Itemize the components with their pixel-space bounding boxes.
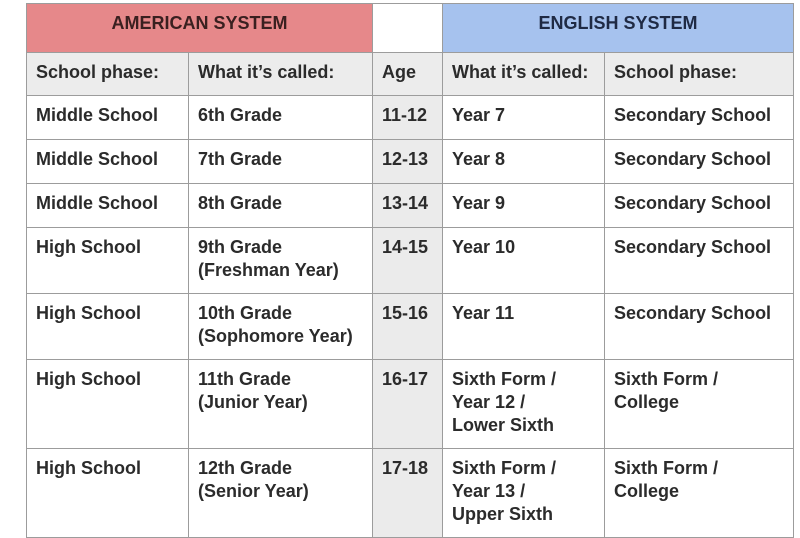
table-row — [27, 184, 794, 228]
col-age-header: Age — [373, 53, 443, 96]
uk-phase-cell: Secondary School — [605, 228, 794, 294]
us-phase-cell: High School — [27, 294, 189, 360]
uk-phase-cell: Secondary School — [605, 294, 794, 360]
col-uk-phase-header: School phase: — [605, 53, 794, 96]
age-cell: 17-18 — [373, 449, 443, 538]
table-row — [27, 140, 794, 184]
us-phase-cell: Middle School — [27, 184, 189, 228]
uk-name-cell: Year 9 — [443, 184, 605, 228]
table-row — [27, 360, 794, 449]
us-phase-cell: High School — [27, 228, 189, 294]
us-phase-cell: Middle School — [27, 96, 189, 140]
uk-name-cell: Sixth Form / Year 13 / Upper Sixth — [443, 449, 605, 538]
us-name-cell: 6th Grade — [189, 96, 373, 140]
school-system-comparison-table — [26, 3, 794, 538]
col-uk-name-header: What it’s called: — [443, 53, 605, 96]
age-cell: 14-15 — [373, 228, 443, 294]
table-row — [27, 228, 794, 294]
col-us-phase-header: School phase: — [27, 53, 189, 96]
banner-gap — [373, 4, 443, 53]
table-row — [27, 96, 794, 140]
age-cell: 11-12 — [373, 96, 443, 140]
uk-name-cell: Year 11 — [443, 294, 605, 360]
us-phase-cell: High School — [27, 449, 189, 538]
age-cell: 16-17 — [373, 360, 443, 449]
uk-phase-cell: Secondary School — [605, 140, 794, 184]
table-row — [27, 449, 794, 538]
us-name-cell: 9th Grade (Freshman Year) — [189, 228, 373, 294]
uk-name-cell: Sixth Form / Year 12 / Lower Sixth — [443, 360, 605, 449]
uk-phase-cell: Sixth Form / College — [605, 449, 794, 538]
american-system-header: AMERICAN SYSTEM — [27, 4, 373, 53]
us-phase-cell: High School — [27, 360, 189, 449]
uk-name-cell: Year 7 — [443, 96, 605, 140]
age-cell: 12-13 — [373, 140, 443, 184]
column-header-row — [27, 53, 794, 96]
us-name-cell: 10th Grade (Sophomore Year) — [189, 294, 373, 360]
age-cell: 13-14 — [373, 184, 443, 228]
english-system-header: ENGLISH SYSTEM — [443, 4, 794, 53]
col-us-name-header: What it’s called: — [189, 53, 373, 96]
uk-name-cell: Year 8 — [443, 140, 605, 184]
uk-phase-cell: Secondary School — [605, 184, 794, 228]
system-banner-row — [27, 4, 794, 53]
us-name-cell: 11th Grade (Junior Year) — [189, 360, 373, 449]
uk-name-cell: Year 10 — [443, 228, 605, 294]
us-name-cell: 12th Grade (Senior Year) — [189, 449, 373, 538]
us-phase-cell: Middle School — [27, 140, 189, 184]
age-cell: 15-16 — [373, 294, 443, 360]
uk-phase-cell: Sixth Form / College — [605, 360, 794, 449]
us-name-cell: 8th Grade — [189, 184, 373, 228]
uk-phase-cell: Secondary School — [605, 96, 794, 140]
table-row — [27, 294, 794, 360]
us-name-cell: 7th Grade — [189, 140, 373, 184]
